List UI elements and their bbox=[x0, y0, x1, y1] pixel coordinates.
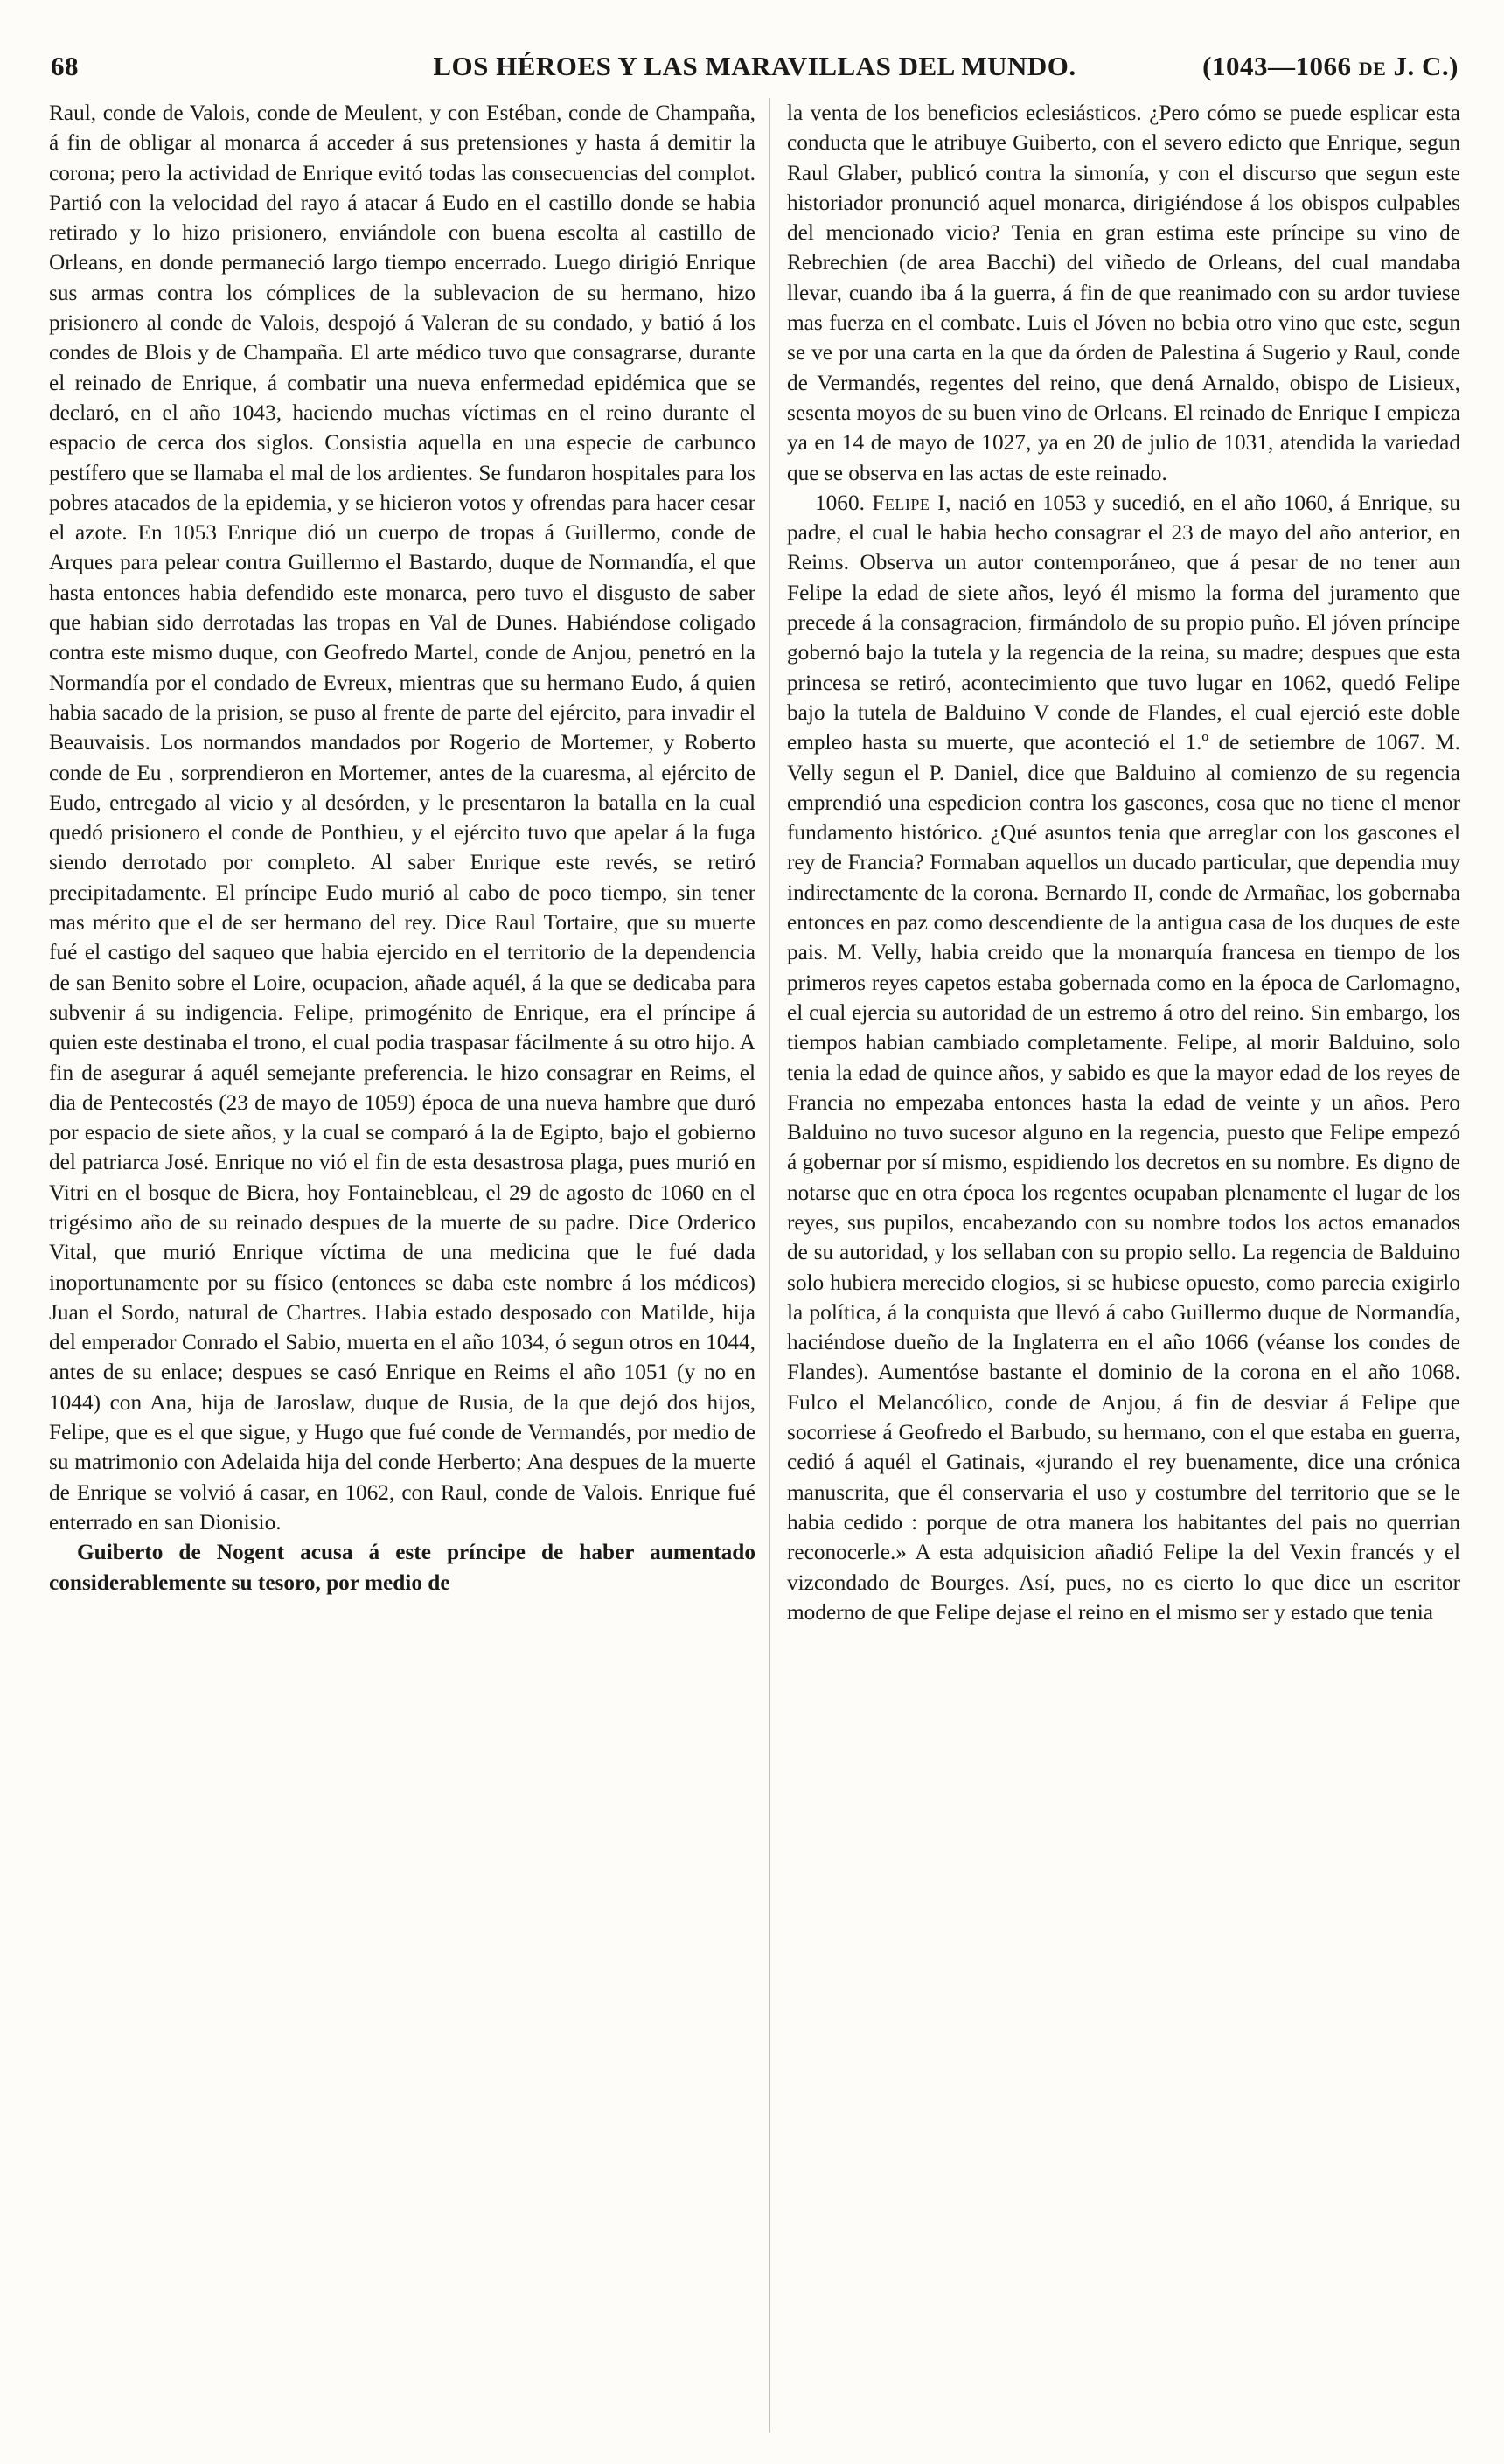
entry-name: Felipe I, bbox=[872, 490, 952, 515]
column-divider bbox=[769, 98, 770, 2433]
left-paragraph-1: Raul, conde de Valois, conde de Meulent, y con Estéban, conde de Champaña, á fin de obligar al monarca á acceder á sus pretensiones y hasta á demitir la corona; pero la actividad de Enrique evitó todas las consecuencias del complot. Partió con la velocidad del rayo á atacar á Eudo en el castillo donde se habia retirado y lo hizo prisionero, enviándole con buena escolta al castillo de Orleans, en donde permaneció largo tiempo encerrado. Luego dirigió Enrique sus armas contra los cómplices de la sublevacion de su hermano, hizo prisionero al conde de Valois, despojó á Valeran de su condado, y batió á los condes de Blois y de Champaña. El arte médico tuvo que consagrarse, durante el reinado de Enrique, á combatir una nueva enfermedad epidémica que se declaró, en el año 1043, haciendo muchas víctimas en el reino durante el espacio de cerca dos siglos. Consistia aquella en una especie de carbunco pestífero que se llamaba el mal de los ardientes. Se fundaron hospitales para los pobres atacados de la epidemia, y se hicieron votos y ofrendas para hacer cesar el azote. En 1053 Enrique dió un cuerpo de tropas á Guillermo, conde de Arques para pelear contra Guillermo el Bastardo, duque de Normandía, el que hasta entonces habia defendido este monarca, pero tuvo el disgusto de saber que habian sido derrotadas las tropas en Val de Dunes. Habiéndose coligado contra este mismo duque, con Geofredo Martel, conde de Anjou, penetró en la Normandía por el condado de Evreux, mientras que su hermano Eudo, á quien habia sacado de la prision, se puso al frente de parte del ejército, para invadir el Beauvaisis. Los normandos mandados por Rogerio de Mortemer, y Roberto conde de Eu , sorprendieron en Mortemer, antes de la cuaresma, al ejército de Eudo, entregado al vicio y al desórden, y le presentaron la batalla en la cual quedó prisionero el conde de Ponthieu, y el ejército tuvo que apelar á la fuga siendo derrotado por completo. Al saber Enrique este revés, se retiró precipitadamente. El príncipe Eudo murió al cabo de poco tiempo, sin tener mas mérito que el de ser hermano del rey. Dice Raul Tortaire, que su muerte fué el castigo del saqueo que habia ejercido en el territorio de la dependencia de san Benito sobre el Loire, ocupacion, añade aquél, á la que se dedicaba para subvenir á su indigencia. Felipe, primogénito de Enrique, era el príncipe á quien este destinaba el trono, el cual podia traspasar fácilmente á su otro hijo. A fin de asegurar á aquél semejante preferencia. le hizo consagrar en Reims, el dia de Pentecostés (23 de mayo de 1059) época de una nueva hambre que duró por espacio de siete años, y la cual se comparó á la de Egipto, bajo el gobierno del patriarca José. Enrique no vió el fin de esta desastrosa plaga, pues murió en Vitri en el bosque de Biera, hoy Fontainebleau, el 29 de agosto de 1060 en el trigésimo año de su reinado despues de la muerte de su padre. Dice Orderico Vital, que murió Enrique víctima de una medicina que le fué dada inoportunamente por su físico (entonces se daba este nombre á los médicos) Juan el Sordo, natural de Chartres. Habia estado desposado con Matilde, hija del emperador Conrado el Sabio, muerta en el año 1034, ó segun otros en 1044, antes de su enlace; despues se casó Enrique en Reims el año 1051 (y no en 1044) con Ana, hija de Jaroslaw, duque de Rusia, de la que dejó dos hijos, Felipe, que es el que sigue, y Hugo que fué conde de Vermandés, por medio de su matrimonio con Adelaida hija del conde Herberto; Ana despues de la muerte de Enrique se volvió á casar, en 1062, con Raul, conde de Valois. Enrique fué enterrado en san Dionisio. bbox=[49, 101, 755, 1535]
date-range-end: J. C.) bbox=[1393, 51, 1459, 81]
date-range-de: DE bbox=[1358, 58, 1387, 80]
running-title: LOS HÉROES Y LAS MARAVILLAS DEL MUNDO. bbox=[433, 51, 1076, 81]
date-range-start: (1043—1066 bbox=[1202, 51, 1352, 81]
entry-text: nació en 1053 y sucedió, en el año 1060, á Enrique, su padre, el cual le habia hecho consagrar el 23 de mayo del año anterior, en Reims. Observa un autor contemporáneo, que á pesar de no tener aun Felipe la edad de siete años, leyó él mismo la forma del juramento que precede á la consagracion, firmándolo de su propio puño. El jóven príncipe gobernó bajo la tutela y la regencia de la reina, su madre; despues que esta princesa se retiró, acontecimiento que tuvo lugar en 1062, quedó Felipe bajo la tutela de Balduino V conde de Flandes, el cual ejerció este doble empleo hasta su muerte, que aconteció el 1.º de setiembre de 1067. M. Velly segun el P. Daniel, dice que Balduino al comienzo de su regencia emprendió una espedicion contra los gascones, cosa que no tiene el menor fundamento histórico. ¿Qué asuntos tenia que arreglar con los gascones el rey de Francia? Formaban aquellos un ducado particular, que dependia muy indirectamente de la corona. Bernardo II, conde de Armañac, los gobernaba entonces en paz como descendiente de la antigua casa de los duques de este pais. M. Velly, habia creido que la monarquía francesa en tiempo de los primeros reyes capetos estaba gobernada como en la época de Carlomagno, el cual ejercia su autoridad de un estremo á otro del reino. Sin embargo, los tiempos habian cambiado completamente. Felipe, al morir Balduino, solo tenia la edad de quince años, y sabido es que la mayor edad de los reyes de Francia no empezaba entonces hasta la edad de veinte y un años. Pero Balduino no tuvo sucesor alguno en la regencia, puesto que Felipe empezó á gobernar por sí mismo, espidiendo los decretos en su nombre. Es digno de notarse que en otra época los regentes ocupaban plenamente el lugar de los reyes, sus pupilos, encabezando con su nombre todos los actos emanados de su autoridad, y los sellaban con su propio sello. La regencia de Balduino solo hubiera merecido elogios, si se hubiese opuesto, como parecia exigirlo la política, á la conquista que llevó á cabo Guillermo duque de Normandía, haciéndose dueño de la Inglaterra en el año 1066 (véanse los condes de Flandes). Aumentóse bastante el dominio de la corona en el año 1068. Fulco el Melancólico, conde de Anjou, á fin de desviar á Felipe que socorriese á Geofredo el Barbudo, su hermano, con el que estaba en guerra, cedió á aquél el Gatinais, «jurando el rey buenamente, dice una crónica manuscrita, que él conservaria el uso y costumbre del territorio que se le habia cedido : porque de otra manera los habitantes del pais no querrian reconocerle.» A esta adquisicion añadió Felipe la del Vexin francés y el vizcondado de Bourges. Así, pues, no es cierto lo que dice un escritor moderno de que Felipe dejase el reino en el mismo ser y estado que tenia bbox=[787, 490, 1460, 1625]
left-paragraph-2: Guiberto de Nogent acusa á este príncipe de haber aumentado considerablemente su tesoro, por medio de bbox=[49, 1540, 755, 1595]
right-column bbox=[787, 98, 1460, 2441]
running-header bbox=[51, 51, 1459, 93]
entry-year: 1060. bbox=[815, 490, 865, 515]
right-paragraph-2 bbox=[787, 488, 1460, 1627]
right-paragraph-1: la venta de los beneficios eclesiásticos. ¿Pero cómo se puede esplicar esta conducta que le atribuye Guiberto, con el severo edicto que Enrique, segun Raul Glaber, publicó contra la simonía, y con el discurso que segun este historiador pronunció aquel monarca, dirigiéndose á los obispos culpables del mencionado vicio? Tenia en gran estima este príncipe su vino de Rebrechien (de area Bacchi) del viñedo de Orleans, del cual mandaba llevar, cuando iba á la guerra, á fin de que reanimado con su ardor tuviese mas fuerza en el combate. Luis el Jóven no bebia otro vino que este, segun se ve por una carta en la que da órden de Palestina á Sugerio y Raul, conde de Vermandés, regentes del reino, que dená Arnaldo, obispo de Lisieux, sesenta moyos de su buen vino de Orleans. El reinado de Enrique I empieza ya en 14 de mayo de 1027, ya en 20 de julio de 1031, atendida la variedad que se observa en las actas de este reinado. bbox=[787, 101, 1460, 485]
left-column bbox=[49, 98, 755, 2441]
page-number: 68 bbox=[51, 51, 79, 81]
date-range bbox=[1202, 51, 1459, 82]
